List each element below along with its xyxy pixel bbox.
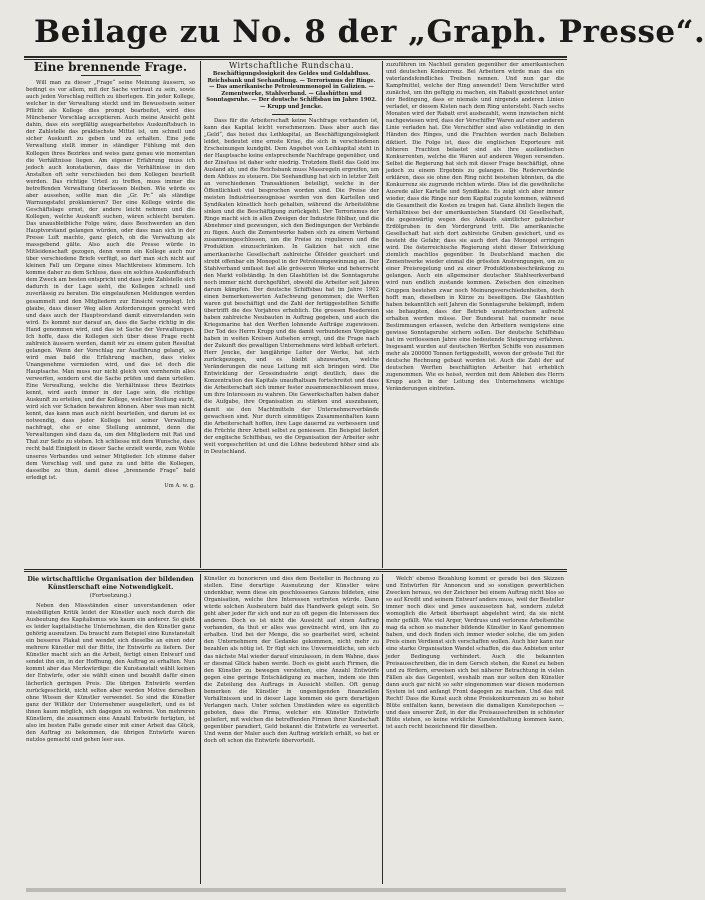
masthead-rule-top [24, 56, 567, 58]
article-body: Will man zu dieser „Frage“ seine Meinung äussern, so bedingt es vor allem, mit der Sache vertraut zu sein, sowie auch jeden Vorschlag reiflich zu überlegen. Ein jeder Kollege, welcher in der Verwaltung steckt und im Bewusstsein seiner Pflicht als Kollege dies prompt bearbeitet, wird dies Münchener Vorschlag acceptieren. Auch meine Ansicht geht dahin, dass ein sorgfältig ausgearbeitetes Auskunftsbuch in der Zahlstelle das praktischste Mittel ist, um schnell und sicher Auskunft zu geben und zu erhalten. Eine jede Verwaltung stellt immer in ständiger Fühlung mit den Kollegen ihres Bezirkes und weiss ganz genau wie momentan die Verhältnisse liegen. Am eigener Erfahrung muss ich jedoch auch konstatieren, dass die Verhältnisse in den Anstalten oft sehr verschieden bei dem Kollegen beurteilt werden. Das richtige Urteil zu treffen, muss immer die betreffenden Verwaltung überlassen bleiben. Wie würde es aber aussehen, sollte man die „Gr. Pr.“ als ständige Warnungstafel proklamieren? Der eine Kollege würde die Geschäftslage ernst, der andere leicht nehmen und die Kollegen, welche Auskunft suchen, wären schlecht beraten. Das unausbleibliche Folge wäre, dass Beschwerden an den Hauptvorstand gelangen würden, oder dass man sich in der Presse Luft machte, ganz gleich, ob die Verwaltung als massgebend gälte. Also auch die Presse würde in Mitleidenschaft gezogen, denn wenn ein Kollege auch nur über verschiedene Briefe verfügt, so darf man sich nicht auf kleinen Fall um Organe eines Machtkreises kümmern. Ich komme daher zu dem Schluss, dass ein solches Auskunftsbuch dem Zweck am besten entspricht und dass jede Zahlstelle sich dadurch in der Lage sieht, die Kollegen schnell und zuverlässig zu beraten. Die eingelaufenen Meldungen werden gesammelt und den Mitgliedern zur Einsicht vorgelegt. Ich glaube, dass dieser Weg allen Anforderungen gerecht wird und dass auch der Hauptvorstand damit einverstanden sein wird. Es kommt nur darauf an, dass die Sache richtig in die Hand genommen wird, und das ist Sache der Verwaltungen. Ich hoffe, dass die Kollegen sich über diese Frage recht zahlreich äussern werden, damit wir zu einem guten Resultat gelangen. Wenn der Vorschlag zur Ausführung gelangt, so wird man bald die Erfahrung machen, dass vieles Unangenehme vermieden wird, und das ist doch die Hauptsache. Man muss nur nicht gleich von vornherein alles verwerfen, sondern erst die Sache prüfen und dann urteilen. Eine Verwaltung, welche die Verhältnisse ihres Bezirkes kennt, wird auch immer in der Lage sein, die richtige Auskunft zu erteilen, und der Kollege, welcher Stellung sucht, wird sich vor Schaden bewahren können. Aber was man nicht kennt, das kann man auch nicht beurteilen, und darum ist es notwendig, dass jeder Kollege bei seiner Verwaltung nachfragt, ehe er eine Stellung annimmt, denn die Verwaltungen sind dazu da, um den Mitgliedern mit Rat und That zur Seite zu stehen. Ich schliesse mit dem Wunsche, dass recht bald Einigkeit in dieser Sache erzielt werde, zum Wohle unseres Verbandes und seiner Mitglieder. Ich stimme daher dem Vorschlag voll und ganz zu und bitte die Kollegen, dasselbe zu thun, damit diese „brennende Frage“ bald erledigt ist. [26, 80, 195, 481]
article-signature: Um A. w. g. [164, 482, 195, 489]
article-brennende-frage [26, 60, 195, 566]
column-divider-1 [200, 61, 201, 568]
article-body: Künstler zu honorieren und dies dem Besteller in Rechnung zu stellen. Eine derartige Ausnutzung der Künstler wäre undenkbar, wenn diese ein geschlossenes Ganzes bildeten, eine Organisation, welche ihre Interessen vertreten würde. Dann würde solchen Ausbeutern bald das Handwerk gelegt sein. So geht aber jeder für sich und nur zu oft gegen die Interessen des anderen. Doch es ist nicht die Aussicht auf einen Auftrag vorhanden, da thut er alles was gewünscht wird, um ihn zu erhalten. Und bei der Menge, die so gearbeitet wird, scheint den Unternehmern der Gedanke gekommen, nicht mehr zu bezahlen als nötig ist. Er fügt sich ins Unvermeidliche, um sich das nächste Mal wieder darauf einzulassen, in dem Wahne, dass er diesmal Glück haben werde. Doch es giebt auch Firmen, die den Künstler zu bewegen verstehen, eine Anzahl Entwürfe gegen eine geringe Entschädigung zu machen, indem sie ihm die Zuteilung des Auftrags in Aussicht stellen. Oft genug bemerken die Künstler in ungenügenden finanziellen Verhältnissen und in dieser Lage kommen sie gern derartigen Verlangen nach. Unter solchen Umständen wäre es eigentlich geboten, dass die Firma, welcher ein Künstler Entwürfe geliefert, mit welchen die betreffenden Firmen ihrer Kundschaft gegenüber paradiert, Geld bekannt die Entwürfe zu verwertet. Und wenn der Maler auch den Auftrag wirklich erhält, so hat er doch oft schon die Entwürfe übervorteilt. [204, 576, 379, 745]
article-subheadline: (Fortsetzung.) [89, 593, 132, 599]
section-rule-bottom [24, 571, 567, 572]
article-kuenstlerschaft-col1 [26, 576, 195, 884]
masthead-title: Beilage zu No. 8 der „Graph. Presse“. [34, 14, 705, 50]
summary-rule [272, 114, 312, 115]
section-rule-top [24, 569, 567, 570]
column-divider-2 [382, 61, 383, 568]
article-headline: Eine brennende Frage. [33, 60, 188, 74]
article-body: Dass für die Arbeiterschaft keine Nachfrage vorhanden ist, kann das Kapital leicht verschmerzen. Dass aber auch das „Geld“, das heisst das Leihkapital, an Beschäftigungslosigkeit leidet, bedeutet eine ernste Krise, die sich in verschiedenen Erscheinungen kundgibt. Dem Angebot von Leihkapital steht in der Hauptsache keine entsprechende Nachfrage gegenüber, und der Zinsfuss ist daher sehr niedrig. Trotzdem fließt das Gold ins Ausland ab, und die Reichsbank muss Massregeln ergreifen, um dem Abfluss zu steuern. Die Seehandlung hat sich in letzter Zeit an verschiedenen Transaktionen beteiligt, welche in der Öffentlichkeit viel besprochen worden sind. Die Preise der meisten Industrieerzeugnisse werden von den Kartellen und Syndikaten künstlich hoch gehalten, während die Arbeitslöhne sinken und die Beschäftigung zurückgeht. Der Terrorismus der Ringe macht sich in allen Zweigen der Industrie fühlbar, und die Abnehmer sind gezwungen, sich den Bedingungen der Verbände zu fügen. Auch die Zementwerke haben sich zu einem Verband zusammengeschlossen, um die Preise zu regulieren und die Produktion einzuschränken. In Galizien hat sich eine amerikanische Gesellschaft zahlreiche Ölfelder gesichert und strebt offenbar ein Monopol in der Petroleumgewinnung an. Der Stahlverband umfasst fast alle grösseren Werke und beherrscht den Markt vollständig. In den Glashütten ist die Sonntagsruhe noch immer nicht durchgeführt, obwohl die Arbeiter seit Jahren darum kämpfen. Der deutsche Schiffsbau hat im Jahre 1902 einen bemerkenswerten Aufschwung genommen; die Werften waren gut beschäftigt und die Zahl der fertiggestellten Schiffe übertrifft die des Vorjahres erheblich. Die grossen Reedereien haben zahlreiche Neubauten in Auftrag gegeben, und auch die Kriegsmarine hat den Werften lohnende Aufträge zugewiesen. Der Tod des Herrn Krupp und die damit verbundenen Vorgänge haben in weiten Kreisen Aufsehen erregt, und die Frage nach der Zukunft des gewaltigen Unternehmens wird lebhaft erörtert. Herr Jencke, der langjährige Leiter der Werke, hat sich zurückgezogen, und es bleibt abzuwarten, welche Veränderungen die neue Leitung mit sich bringen wird. Die Entwicklung der Grossindustrie zeigt deutlich, dass die Konzentration des Kapitals unaufhaltsam fortschreitet und dass die Arbeiterschaft sich immer fester zusammenschliessen muss, um ihre Interessen zu wahren. Die Gewerkschaften haben daher die Aufgabe, ihre Organisation zu stärken und auszubauen, damit sie den Machtmitteln der Unternehmerverbände gewachsen sind. Nur durch einmütiges Zusammenhalten kann die Arbeiterschaft hoffen, ihre Lage dauernd zu verbessern und die Früchte ihrer Arbeit selbst zu geniessen. Ein Beispiel liefert der englische Schiffsbau, wo die Organisation der Arbeiter sehr weit vorgeschritten ist und die Löhne bedeutend höher sind als in Deutschland. [204, 117, 379, 455]
headline-rule [81, 75, 141, 76]
article-body: Welch' ebenso Bezahlung kommt er gerade bei den Skizzen und Entwürfen für Annoncen und so sonstigen gewerblichen Zwecken heraus, wo der Zeichner bei einem Auftrag nicht blos so so auf Kredit und seinem Entwurf anders muss, weil der Besteller immer noch dies und jenes auszusetzen hat, sondern zuletzt womoglich die Arbeit überhaupt abgelehnt wird, da sie nicht mehr gefällt. Wie viel Arger, Verdruss und verlorene Arbeitsmühe mag da schon so mancher bildende Künstler in Kauf genommen haben, und doch finden sich immer wieder solche, die um jeden Preis einen Verdienst sich verschaffen wollen. Auch hier kann nur eine starke Organisation Wandel schaffen, die das Anbieten unter jeder Bedingung verhindert. Auch die bekannten Preisausschreiben, die in dem Gersch stehen, die Kunst zu heben und zu fördern, erweisen sich bei näherer Betrachtung in vielen Fällen als das Gegenteil, weshalb man nur selten den Künstler dann auch gar nicht so sehr eingenommen war diesen modernen System ist und anfangt Front dagegen zu machen. Und das mit Recht! Dass die Kunst auch ohne Preiskonkurrenzen zu so hoher Blüte entfalten kann, beweisen die damaligen Kunstepochen — und dass unserer Zeit, in der die Preisausschreiben in schönster Blüte stehen, so keine wirkliche Kunstentfaltung kommen kann, ist auch recht bezeichnend für dieselben. [386, 576, 564, 730]
article-wirtschaftliche-rundschau [204, 62, 379, 566]
article-summary: Beschäftigungslosigkeit des Geldes und Goldabfluss. Reichsbank und Seehandlung. — Terrorismus der Ringe. — Das amerikanische Petroleummonopol in Galizien. — Zementwerke, Stahlverband. — Glashütten und Sonntagsruhe. — Der deutsche Schiffsbau im Jahre 1902. — Krupp und Jencke. [206, 71, 377, 111]
article-kuenstlerschaft-col2 [204, 576, 379, 884]
column-divider-3 [200, 574, 201, 884]
column-divider-4 [382, 574, 383, 884]
article-rundschau-continued [386, 62, 564, 566]
article-body: Neben den Missständen einer unverstandenen oder missbilligten Kritik leidet der Künstler auch noch durch die Ausbeutung des Kapitalismus wie kaum ein anderer. So giebt es leider kapitalistische Unternehmen, die den Künstler ganz gehörig ausnutzen. Da braucht zum Beispiel eine Kunstanstalt ein besseres Plakat und wendet sich dieselbe an einen oder mehrere Künstler mit der Bitte, ihr Entwürfe zu liefern. Der Künstler macht sich an die Arbeit, fertigt einen Entwurf und sendet ihn ein, in der Hoffnung, den Auftrag zu erhalten. Nun kommt aber das Merkwürdige: die Kunstanstalt wählt keinen der Entwürfe, oder sie wählt einen und bezahlt dafür einen lächerlich geringen Preis. Die übrigen Entwürfe werden zurückgeschickt, nicht selten aber werden Motive derselben ohne Wissen der Künstler verwendet. So sind die Künstler ganz der Willkür der Unternehmer ausgeliefert, und es ist ihnen kaum möglich, sich dagegen zu wehren. Von mehreren Künstlern, die zusammen eine Anzahl Entwürfe fertigten, ist also im besten Falle gerade einer mit einer Arbeit das Glück, den Auftrag zu bekommen, die übrigen Entwürfe waren nutzlos gemacht und gehen leer aus. [26, 603, 195, 743]
article-headline: Die wirtschaftliche Organisation der bildenden Künstlerschaft eine Notwendigkeit. [27, 576, 194, 591]
article-headline: Wirtschaftliche Rundschau. [228, 61, 355, 70]
article-kuenstlerschaft-col3 [386, 576, 564, 884]
article-body: zuzuführen im Nachteil geraten gegenüber der amerikanischen und deutschen Konkurrenz. Bei Arbeitern würde man das ein vaterlandsfeindliches Treiben nennen. Und nun gar die Kampfmittel, welche der Ring anwendet! Dem Verschiffer wird zunächst, um ihn gefügig zu machen, ein Rabatt gezeichnet unter der Bedingung, dass er niemals und nirgends anderen Linien verladet, er diesem Kisten nach dem Ring untersteht. Nach sechs Monaten wird der Rabatt erst ausbezahlt, wenn inzwischen nicht nachgewiesen wird, dass der Verschiffer Waren auf einer anderen Linie verladen hat. Die Verschiffer sind also vollständig in den Händen des Ringes, und die Frachten werden nach Belieben diktiert. Die Folge ist, dass die englischen Exporteure mit höheren Frachten belastet sind als ihre ausländischen Konkurrenten, welche die Waren auf anderen Wegen versenden. Selbst die Regierung hat sich mit dieser Frage beschäftigt, ohne jedoch zu einem Ergebnis zu gelangen. Die Rederverbände erklären, dass sie ohne den Ring nicht bestehen könnten, da die Konkurrenz sie zugrunde richten würde. Dies ist die gewöhnliche Ausrede aller Kartelle und Syndikate. Es zeigt sich aber immer wieder, dass die Ringe nur dem Kapital zugute kommen, während die Gesamtheit die Kosten zu tragen hat. Ganz ähnlich liegen die Verhältnisse bei der amerikanischen Standard Oil Gesellschaft, die gegenwärtig wegen des Ankaufs sämtlicher galizischer Erdölgruben in den Vordergrund tritt. Die amerikanische Gesellschaft hat sich dort zahlreiche Gruben gesichert, und es besteht die Gefahr, dass sie auch dort das Monopol erringen wird. Die österreichische Regierung steht dieser Entwicklung ziemlich machtlos gegenüber. In Deutschland machen die Zementwerke wieder einmal die grössten Anstrengungen, um zu einer Preisregelung und zu einer Produktionsbeschränkung zu gelangen. Auch ein allgemeiner deutscher Stahlwerkverband wird nun endlich zustande kommen. Zwischen den einzelnen Gruppen bestehen zwar noch Meinungsverschiedenheiten, doch hofft man, dieselben in Kürze zu beseitigen. Die Glashütten haben bekanntlich seit Jahren die Sonntagsruhe bekämpft, indem sie behaupten, dass der Betrieb ununterbrochen aufrecht erhalten werden müsse. Der Bundesrat hat nunmehr neue Bestimmungen erlassen, welche den Arbeitern wenigstens eine gewisse Sonntagsruhe sichern sollen. Der deutsche Schiffsbau hat im verflossenen Jahre eine bedeutende Steigerung erfahren. Insgesamt wurden auf deutschen Werften Schiffe von zusammen mehr als 200000 Tonnen fertiggestellt, wovon der grösste Teil für deutsche Rechnung gebaut worden ist. Auch die Zahl der auf deutschen Werften beschäftigten Arbeiter hat erheblich zugenommen. Wie es heisst, werden mit dem Ableben des Herrn Krupp auch in der Leitung des Unternehmens wichtige Veränderungen eintreten. [386, 62, 564, 393]
page-bottom-edge [26, 888, 566, 892]
